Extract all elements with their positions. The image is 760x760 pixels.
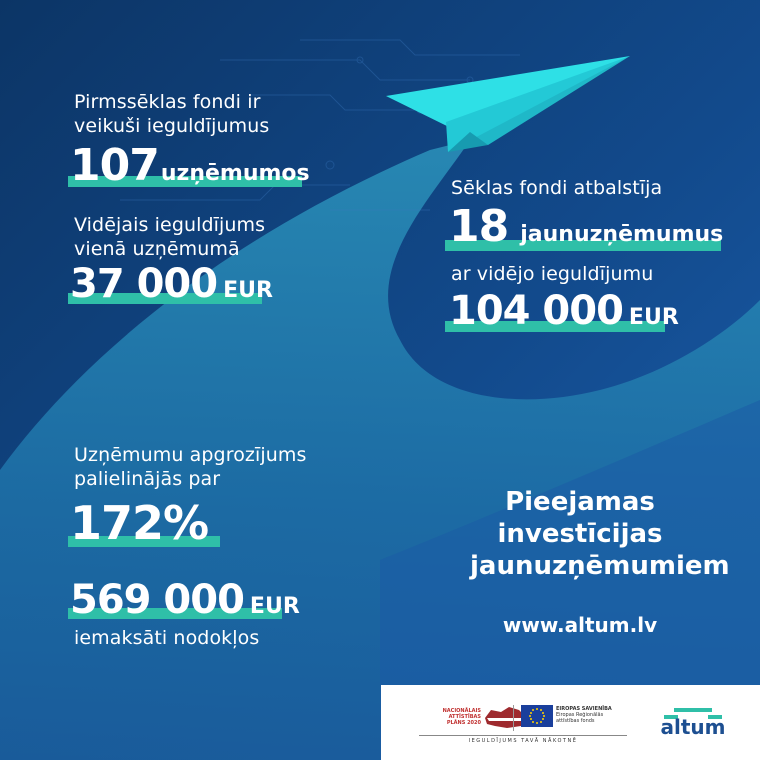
seed-avg-value xyxy=(449,288,679,334)
divider xyxy=(513,705,514,731)
seed-avg-number: 104 000 xyxy=(449,288,623,334)
eu-sub-line-2: attīstības fonds xyxy=(556,718,595,724)
eu-title: EIROPAS SAVIENĪBA xyxy=(556,706,612,712)
nap-line-1: NACIONĀLAIS xyxy=(442,708,481,714)
seed-avg-label: ar vidējo ieguldījumu xyxy=(451,263,654,285)
website-link[interactable]: www.altum.lv xyxy=(502,613,658,637)
pre-seed-intro-line-1: Pirmssēklas fondi ir xyxy=(74,91,261,113)
cta-line-3: jaunuzņēmumiem xyxy=(470,551,730,581)
seed-count-unit: jaunuzņēmumus xyxy=(520,222,724,247)
cta-heading xyxy=(470,486,730,582)
footer-logos xyxy=(381,685,760,760)
seed-intro: Sēklas fondi atbalstīja xyxy=(451,177,663,199)
pre-seed-avg-value xyxy=(70,261,273,307)
pre-seed-avg-label xyxy=(74,213,265,261)
turnover-line-2: palielinājās par xyxy=(74,468,221,490)
taxes-unit: EUR xyxy=(249,594,300,619)
nap-line-2: ATTĪSTĪBAS xyxy=(448,714,481,720)
cta-line-2: investīcijas xyxy=(497,519,663,549)
pre-seed-count-unit: uzņēmumos xyxy=(160,161,310,186)
eu-text xyxy=(556,706,626,724)
seed-count-number: 18 xyxy=(449,201,509,252)
seed-count xyxy=(449,201,724,252)
nap-logo-text xyxy=(425,708,481,726)
cta-line-1: Pieejamas xyxy=(505,487,655,517)
pre-seed-avg-unit: EUR xyxy=(223,278,273,303)
pre-seed-avg-line-1: Vidējais ieguldījums xyxy=(74,214,266,236)
pre-seed-intro-line-2: veikuši ieguldījumus xyxy=(74,115,270,137)
slogan-text: IEGULDĪJUMS TAVĀ NĀKOTNĒ xyxy=(468,738,578,744)
altum-logo-text: altum xyxy=(660,715,726,739)
taxes-number: 569 000 xyxy=(70,577,244,623)
pre-seed-count xyxy=(70,140,310,191)
pre-seed-count-number: 107 xyxy=(70,140,159,191)
eu-flag-icon xyxy=(521,705,553,727)
taxes-value xyxy=(70,577,300,623)
turnover-value xyxy=(70,496,209,550)
eu-sub-line-1: Eiropas Reģionālās xyxy=(556,712,604,718)
turnover-number: 172% xyxy=(70,496,209,550)
turnover-label xyxy=(74,443,307,491)
turnover-line-1: Uzņēmumu apgrozījums xyxy=(74,444,307,466)
divider xyxy=(419,735,627,736)
pre-seed-avg-number: 37 000 xyxy=(70,261,218,307)
pre-seed-avg-line-2: vienā uzņēmumā xyxy=(74,238,240,260)
seed-avg-unit: EUR xyxy=(628,305,679,330)
taxes-label: iemaksāti nodokļos xyxy=(74,627,260,649)
pre-seed-intro xyxy=(74,90,269,138)
nap-line-3: PLĀNS 2020 xyxy=(446,720,481,726)
